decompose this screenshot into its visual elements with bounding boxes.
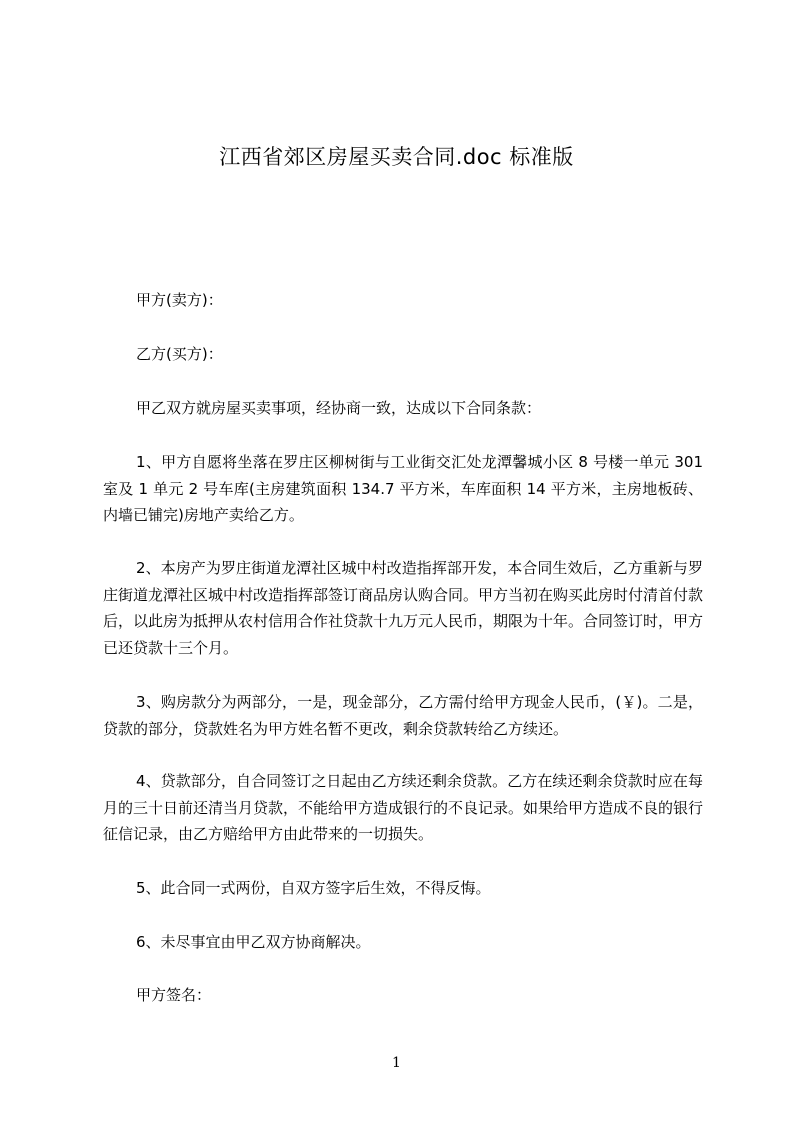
page-number: 1 [392,1055,401,1071]
paragraph-clause-6: 6、未尽事宜由甲乙双方协商解决。 [136,933,371,951]
paragraph-seller-signature: 甲方签名： [136,986,212,1004]
paragraph-clause-3: 3、购房款分为两部分，一是，现金部分，乙方需付给甲方现金人民币，(￥)。二是，贷款的部分，贷款姓名为甲方姓名暂不更改，剩余贷款转给乙方续还。 [103,693,703,738]
document-title: 江西省郊区房屋买卖合同.doc 标准版 [219,145,574,169]
paragraph-intro: 甲乙双方就房屋买卖事项，经协商一致，达成以下合同条款： [136,399,542,417]
paragraph-clause-1: 1、甲方自愿将坐落在罗庄区柳树街与工业街交汇处龙潭馨城小区 8 号楼一单元 301 室及 1 单元 2 号车库(主房建筑面积 134.7 平方米，车库面积 14 平方米，主房地板砖、内墙已铺完)房地产卖给乙方。 [103,453,703,524]
paragraph-buyer: 乙方(买方)： [136,345,223,363]
paragraph-clause-4: 4、贷款部分，自合同签订之日起由乙方续还剩余贷款。乙方在续还剩余贷款时应在每月的三十日前还清当月贷款，不能给甲方造成银行的不良记录。如果给甲方造成不良的银行征信记录，由乙方赔给甲方由此带来的一切损失。 [103,772,704,843]
paragraph-seller: 甲方(卖方)： [136,291,223,309]
paragraph-clause-2: 2、本房产为罗庄街道龙潭社区城中村改造指挥部开发，本合同生效后，乙方重新与罗庄街道龙潭社区城中村改造指挥部签订商品房认购合同。甲方当初在购买此房时付清首付款后，以此房为抵押从农村信用合作社贷款十九万元人民币，期限为十年。合同签订时，甲方已还贷款十三个月。 [103,559,704,657]
paragraph-clause-5: 5、此合同一式两份，自双方签字后生效，不得反悔。 [136,879,491,897]
